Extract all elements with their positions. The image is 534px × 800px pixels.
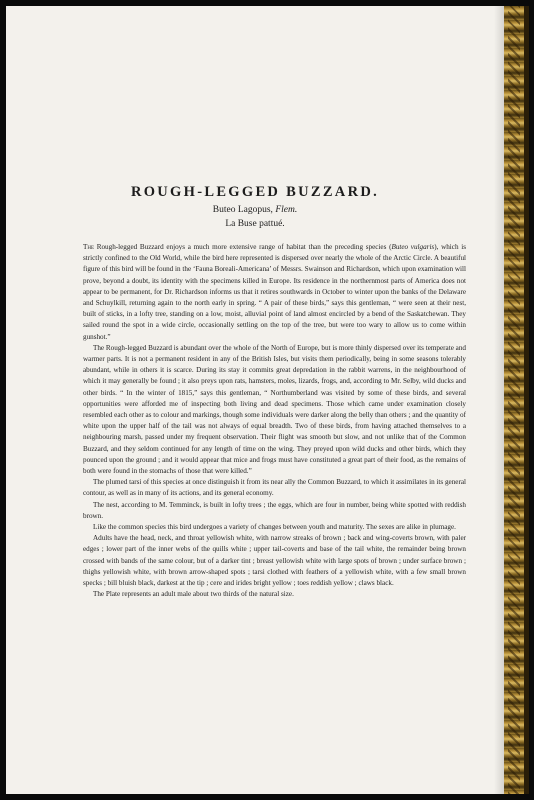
binomial-authority: Flem. bbox=[275, 205, 298, 215]
binding-shadow bbox=[524, 6, 529, 794]
paragraph-1 bbox=[83, 242, 466, 343]
page-edge-shadow bbox=[494, 6, 504, 794]
latin-name: Buteo vulgaris bbox=[391, 243, 435, 251]
paragraph-5: Like the common species this bird undergoes a variety of changes between youth and maturity. The sexes are alike in plumage. bbox=[93, 523, 456, 532]
binomial-species: Buteo Lagopus, bbox=[212, 205, 273, 215]
paragraph-3: The plumed tarsi of this species at once distinguish it from its near ally the Common Buzzard, to which it assimilates in its general contour, as well as in many of its actions, and its general economy. bbox=[83, 478, 466, 498]
paragraph-6: Adults have the head, neck, and throat yellowish white, with narrow streaks of brown ; back and wing-coverts brown, with paler edges ; lower part of the inner webs of the quills white ; upper tail-coverts and base of the tail white, the remainder being brown crossed with bands of the same colour, but of a darker tint ; breast yellowish white with large spots of brown ; under surface brown ; thighs yellowish white, with brown arrow-shaped spots ; tarsi clothed with feathers of a yellowish white, with a few small brown specks ; bill bluish black, darkest at the tip ; cere and irides bright yellow ; toes reddish yellow ; claws black. bbox=[83, 534, 466, 588]
french-name: La Buse pattué. bbox=[225, 219, 285, 229]
paragraph-7: The Plate represents an adult male about two thirds of the natural size. bbox=[93, 590, 294, 599]
paragraph-2: The Rough-legged Buzzard is abundant over the whole of the North of Europe, but is more thinly dispersed over its temperate and warmer parts. It is not a permanent resident in any of the British Isles, but visits them periodically, being in some seasons tolerably abundant, while in others it is scarce. During its stay it commits great depredation in the rabbit warrens, in the neighbourhood of which it may generally be found ; it also preys upon rats, hamsters, moles, lizards, frogs, and, according to Mr. Selby, wild ducks and other birds. “ In the winter of 1815,” says this gentleman, “ Northumberland was visited by some of these birds, and several opportunities were afforded me of inspecting both living and dead specimens. Those which came under examination closely resembled each other as to colour and markings, though some individuals were darker along the belly than others ; and the quantity of white upon the upper half of the tail was not always of equal breadth. Two of these birds, from having attached themselves to a neighbouring marsh, passed under my frequent observation. Their flight was smooth but slow, and not unlike that of the Common Buzzard, and they seldom continued for any length of time on the wing. They preyed upon wild ducks and other birds, which they pounced upon the ground ; and it would appear that mice and frogs must have constituted a great part of their food, as the remains of both were found in the stomachs of those that were killed.” bbox=[83, 343, 466, 476]
page-title bbox=[6, 184, 504, 201]
paragraph-4: The nest, according to M. Temminck, is built in lofty trees ; the eggs, which are four in number, being white spotted with reddish brown. bbox=[83, 500, 466, 520]
book-page bbox=[6, 6, 505, 794]
binomial-name bbox=[6, 205, 504, 215]
paragraph-1-text-a: Rough-legged Buzzard enjoys a much more extensive range of habitat than the preceding species ( bbox=[94, 243, 392, 251]
title-text: ROUGH-LEGGED BUZZARD. bbox=[130, 184, 380, 200]
book-binding-edge bbox=[504, 6, 524, 794]
article-body bbox=[83, 242, 466, 601]
paragraph-1-text-b: ), which is strictly confined to the Old World, while the bird here represented is dispersed over nearly the whole of the Arctic Circle. A beautiful figure of this bird will be found in the ‘Fauna Boreali-Americana’ of Messrs. Swainson and Richardson, which upon examination will prove, beyond a doubt, its identity with the specimens killed in Europe. Its residence in the northernmost parts of America does not appear to be permanent, for Dr. Richardson informs us that it retires southwards in October to winter upon the banks of the Delaware and Schuylkill, returning again to the north early in spring. “ A pair of these birds,” says this gentleman, “ were seen at their nest, built of sticks, in a lofty tree, standing on a low, moist, alluvial point of land almost encircled by a bend of the Saskatchewan. They sailed round the spot in a wide circle, occasionally settling on the top of the tree, but were too wary to allow us to come within gunshot.” bbox=[83, 243, 466, 341]
drop-lead-word: The bbox=[83, 243, 95, 251]
